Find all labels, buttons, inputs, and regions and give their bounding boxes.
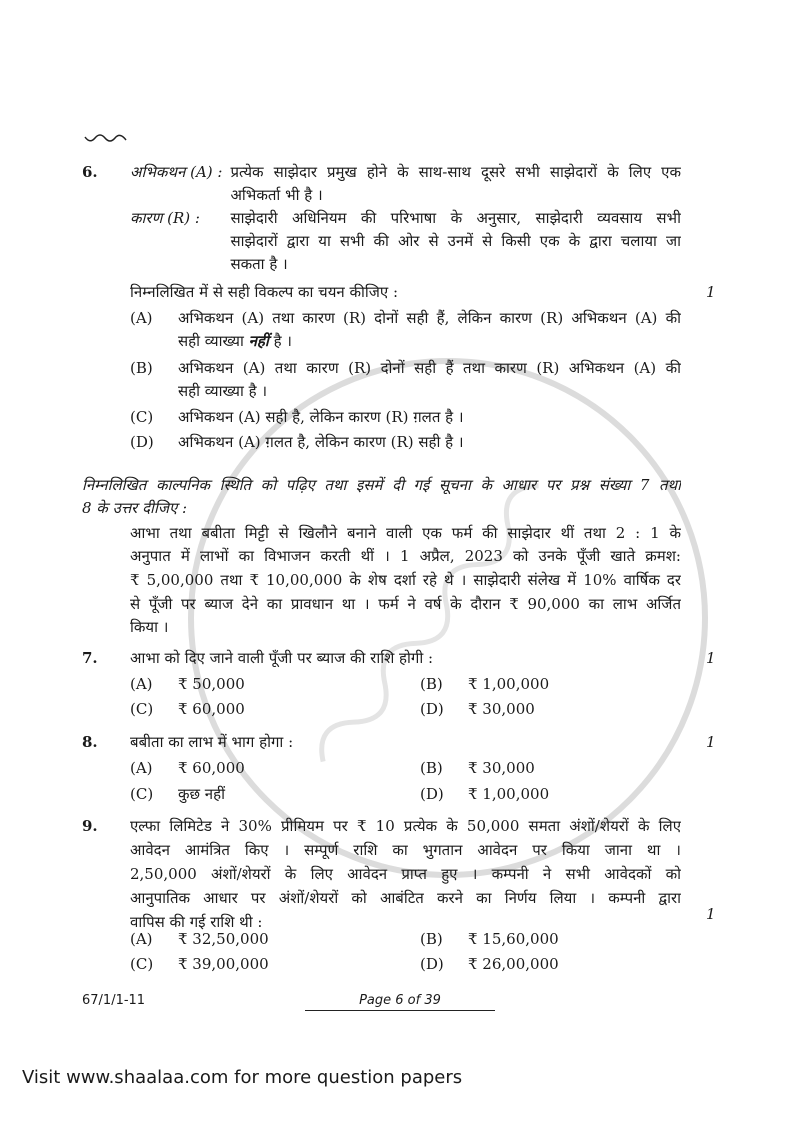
option-text: ₹ 26,00,000 — [468, 955, 559, 973]
assertion-text: अभिकर्ता भी है । — [230, 186, 323, 204]
reason-text-block — [230, 208, 681, 277]
option-label: (A) — [130, 930, 153, 948]
option-label: (A) — [130, 309, 153, 327]
option-text: सही व्याख्या है । — [178, 382, 268, 400]
reason-label: कारण (R) : — [130, 209, 200, 227]
option-label: (C) — [130, 785, 154, 803]
question-number: 6. — [82, 163, 98, 181]
reason-text: साझेदारी अधिनियम की परिभाषा के अनुसार, साझेदारी व्यवसाय सभी — [230, 209, 681, 227]
question-text: बबीता का लाभ में भाग होगा : — [130, 733, 294, 751]
option-text: अभिकथन (A) ग़लत है, लेकिन कारण (R) सही है । — [178, 433, 464, 451]
option-text: ₹ 30,000 — [468, 759, 535, 777]
case-text: से पूँजी पर ब्याज देने का प्रावधान था । फर्म ने वर्ष के दौरान ₹ 90,000 का लाभ अर्जित — [130, 595, 681, 613]
wave-ornament — [84, 133, 128, 145]
option-label: (D) — [420, 785, 444, 803]
option-label: (B) — [420, 930, 443, 948]
marks: 1 — [706, 283, 716, 301]
assertion-text: प्रत्येक साझेदार प्रमुख होने के साथ-साथ दूसरे सभी साझेदारों के लिए एक — [230, 163, 681, 181]
case-intro: निम्नलिखित काल्पनिक स्थिति को पढ़िए तथा इसमें दी गई सूचना के आधार पर प्रश्न संख्या 7 तथा — [82, 476, 681, 494]
option-text-part: है । — [268, 332, 292, 350]
option-label: (B) — [420, 675, 443, 693]
option-label: (C) — [130, 955, 154, 973]
option-label: (A) — [130, 759, 153, 777]
reason-text: साझेदारों द्वारा या सभी की ओर से उनमें से किसी एक के द्वारा चलाया जा — [230, 232, 681, 250]
option-label: (C) — [130, 700, 154, 718]
option-text: कुछ नहीं — [178, 785, 225, 803]
option-text: ₹ 30,000 — [468, 700, 535, 718]
question-text: 2,50,000 अंशों/शेयरों के लिए आवेदन प्राप्त हुए । कम्पनी ने सभी आवेदकों को — [130, 865, 681, 883]
option-text: ₹ 1,00,000 — [468, 785, 550, 803]
option-text: ₹ 39,00,000 — [178, 955, 269, 973]
option-label: (A) — [130, 675, 153, 693]
option-label: (B) — [420, 759, 443, 777]
option-text-part: सही व्याख्या — [178, 332, 249, 350]
assertion-label: अभिकथन (A) : — [130, 163, 223, 181]
option-text: ₹ 60,000 — [178, 759, 245, 777]
assertion-reason-block — [130, 162, 681, 277]
option-text: अभिकथन (A) तथा कारण (R) दोनों सही हैं, लेकिन कारण (R) अभिकथन (A) की — [178, 309, 681, 327]
paper-code: 67/1/1-11 — [82, 993, 146, 1008]
option-text: ₹ 32,50,000 — [178, 930, 269, 948]
instruction: निम्नलिखित में से सही विकल्प का चयन कीजिए : — [130, 283, 399, 301]
option-label: (B) — [130, 359, 153, 377]
marks: 1 — [706, 733, 716, 751]
option-text: ₹ 60,000 — [178, 700, 245, 718]
case-text: आभा तथा बबीता मिट्टी से खिलौने बनाने वाली एक फर्म की साझेदार थीं तथा 2 : 1 के — [130, 524, 681, 542]
question-text: वापिस की गई राशि थी : — [130, 913, 263, 931]
option-text — [178, 331, 292, 351]
question-text: आवेदन आमंत्रित किए । सम्पूर्ण राशि का भुगतान आवेदन पर किया जाना था । — [130, 841, 681, 859]
option-label: (D) — [130, 433, 154, 451]
page-number: Page 6 of 39 — [359, 993, 441, 1008]
option-text: ₹ 50,000 — [178, 675, 245, 693]
assertion-text-block — [230, 162, 681, 208]
question-text: एल्फा लिमिटेड ने 30% प्रीमियम पर ₹ 10 प्रत्येक के 50,000 समता अंशों/शेयरों के लिए — [130, 817, 681, 835]
footer-rule — [305, 1010, 495, 1011]
question-text: आनुपातिक आधार पर अंशों/शेयरों को आबंटित करने का निर्णय लिया । कम्पनी द्वारा — [130, 889, 681, 907]
case-text: ₹ 5,00,000 तथा ₹ 10,00,000 के शेष दर्शा रहे थे । साझेदारी संलेख में 10% वार्षिक दर — [130, 571, 681, 589]
emphasis-not: नहीं — [248, 332, 269, 350]
site-banner-link[interactable]: Visit www.shaalaa.com for more question papers — [22, 1067, 463, 1088]
marks: 1 — [706, 649, 716, 667]
case-text: अनुपात में लाभों का विभाजन करती थीं । 1 अप्रैल, 2023 को उनके पूँजी खाते क्रमश: — [130, 547, 681, 565]
option-text: अभिकथन (A) तथा कारण (R) दोनों सही हैं तथा कारण (R) अभिकथन (A) की — [178, 359, 681, 377]
option-text: ₹ 1,00,000 — [468, 675, 550, 693]
question-number: 8. — [82, 733, 98, 751]
case-intro: 8 के उत्तर दीजिए : — [82, 499, 188, 517]
marks: 1 — [706, 905, 716, 923]
option-label: (D) — [420, 955, 444, 973]
reason-text: सकता है । — [230, 255, 288, 273]
question-text: आभा को दिए जाने वाली पूँजी पर ब्याज की राशि होगी : — [130, 649, 434, 667]
question-number: 9. — [82, 817, 98, 835]
option-text: अभिकथन (A) सही है, लेकिन कारण (R) ग़लत है । — [178, 408, 464, 426]
case-text: किया । — [130, 618, 169, 636]
option-text: ₹ 15,60,000 — [468, 930, 559, 948]
question-number: 7. — [82, 649, 98, 667]
option-label: (C) — [130, 408, 154, 426]
option-label: (D) — [420, 700, 444, 718]
